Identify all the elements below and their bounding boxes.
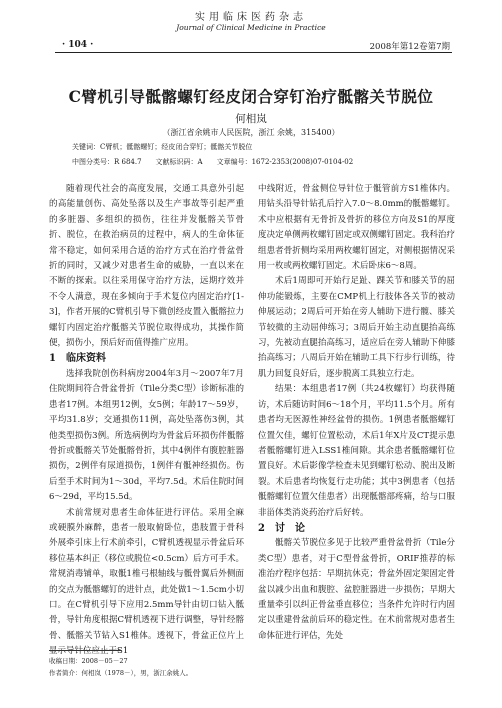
surgical-method-paragraph: 术前常规对患者生命体征进行评估。采用全麻或硬膜外麻醉，患者一般取俯卧位，患肢置于骨科外展牵引床上行术前牵引，C臂机透视显示骨盆后环移位基本纠正（移位或脱位<0.5cm）后方可手术。常规消毒铺单，取骶1椎弓根轴线与骶骨翼后外侧面的交点为骶髂螺钉的进针点，此处做1～1.5cm小切口。在C臂机引导下应用2.5mm导针由切口钻入骶骨，导针角度根据C臂机透视下进行调整，导针经髂骨、骶髂关节钻入S1椎体。透视下，骨盆正位片上显示导针位应止于S1 bbox=[49, 507, 244, 657]
clinical-data-paragraph: 选择我院创伤科病房2004年3月～2007年7月住院期间符合骨盆骨折（Tile分类C型）诊断标准的患者17例。本组男12例，女5例；年龄17～59岁，平均31.8岁；交通损伤11例，高处坠落伤3例，其他类型损伤3例。所选病例均为骨盆后环损伤伴骶髂骨折或骶髂关节处骶髂骨折，其中4例伴有腹腔脏器损伤，2例伴有尿道损伤，1例伴有骶神经损伤。伤后至手术时间为1～30d，平均7.5d。术后住院时间6～29d，平均15.5d。 bbox=[49, 368, 244, 503]
section-heading-clinical: 1 临床资料 bbox=[49, 353, 106, 365]
results-paragraph: 结果：本组患者17例（共24枚螺钉）均获得随访，术后随访时间6～18个月，平均11.5个月。所有患者均无医源性神经盆骨的损伤。1例患者骶髂螺钉位置欠佳，螺钉位置松动，术后1年X片及CT提示患者骶髂螺钉进入LSS1椎间隙。其余患者骶髂螺钉位置良好。术后影像学检查未见到螺钉松动、脱出及断裂。术后患者均恢复行走功能；其中3例患者（包括骶髂螺钉位置欠佳患者）出现骶髂部疼痛，给与口服非甾体类消炎药治疗后好转。 bbox=[258, 384, 455, 518]
running-header bbox=[0, 0, 502, 52]
body-column-right bbox=[258, 182, 455, 644]
article-author: 何相岚 bbox=[235, 113, 267, 125]
header-rule bbox=[55, 52, 452, 53]
body-column-left bbox=[49, 182, 244, 660]
journal-name-cn: 实用临床医药杂志 bbox=[195, 12, 307, 23]
classification-line: 中图分类号：R 684.7 文献标识码：A 文章编号：1672-2353(2008)07-0104-02 bbox=[72, 158, 354, 166]
received-date: 收稿日期：2008－05－27 bbox=[49, 657, 128, 665]
discussion-paragraph: 骶髂关节脱位多见于比较严重骨盆骨折（Tile分类C型）患者，对于C型骨盆骨折，ORIF推荐的标准治疗程序包括：早期抗休克；骨盆外固定架固定骨盆以减少出血和腹腔、盆腔脏器进一步损伤；早期大重量牵引以纠正骨盆垂直移位；当条件允许时行内固定以重建骨盆前后环的稳定性。在术前常规对患者生命体征进行评估，先处 bbox=[258, 538, 455, 641]
footnote-rule bbox=[49, 650, 121, 651]
section-heading-discussion: 2 讨 论 bbox=[258, 522, 305, 534]
keywords: 关键词：C臂机；骶髂螺钉；经皮闭合穿钉；骶髂关节脱位 bbox=[72, 143, 253, 151]
author-affiliation: （浙江省余姚市人民医院，浙江 余姚，315400） bbox=[162, 128, 340, 137]
issue-info: 2008年第12卷第7期 bbox=[369, 42, 450, 52]
journal-name-en: Journal of Clinical Medicine in Practice bbox=[176, 23, 326, 32]
method-continued-paragraph: 中线附近，骨盆侧位导针位于骶管前方S1椎体内。用钻头沿导针钻孔后拧入7.0～8.0mm的骶髂螺钉。术中应根据有无骨折及骨折的移位方向及S1的厚度度决定单侧两枚螺钉固定或双侧螺钉固定。我科治疗组患者骨折侧均采用两枚螺钉固定，对侧根据情况采用一枚或两枚螺钉固定。术后卧床6～8周。 bbox=[258, 184, 455, 272]
author-bio: 作者简介：何相岚（1978－），男，浙江余姚人。 bbox=[49, 669, 193, 677]
page-number: · 104 · bbox=[62, 40, 94, 50]
intro-paragraph: 随着现代社会的高度发展，交通工具意外引起的高能量创伤、高处坠落以及生产事故等引起严重的多脏器、多组织的损伤，往往并发骶髂关节骨折、脱位，在救治病员的过程中，病人的生命体征常不稳定，如何采用合适的治疗方式在治疗骨盆骨折的同时，又减少对患者生命的威胁，一直以来在不断的探索。以往采用保守治疗方法，远期疗效并不令人满意，现在多倾向于手术复位内固定治疗[1-3]，作者开展的C臂机引导下微创经皮置入骶髂拉力螺钉内固定治疗骶髂关节脱位取得成功，其操作简便，损伤小，预后好而值得推广应用。 bbox=[49, 184, 244, 349]
article-title: C臂机引导骶髂螺钉经皮闭合穿钉治疗骶髂关节脱位 bbox=[68, 87, 434, 106]
rehab-paragraph: 术后1周即可开始行足趾、踝关节和膝关节的屈伸功能锻炼，主要在CMP机上行肢体各关节的被动伸展运动；2周后可开始在旁人辅助下进行髋、膝关节较微的主动屈伸练习；3周后开始主动直腿抬高练习，先被动直腿抬高练习，适应后在旁人辅助下伸膝抬高练习；八周后开始在辅助工具下行步行训练，待肌力回复良好后，逐步脱离工具独立行走。 bbox=[258, 276, 455, 379]
